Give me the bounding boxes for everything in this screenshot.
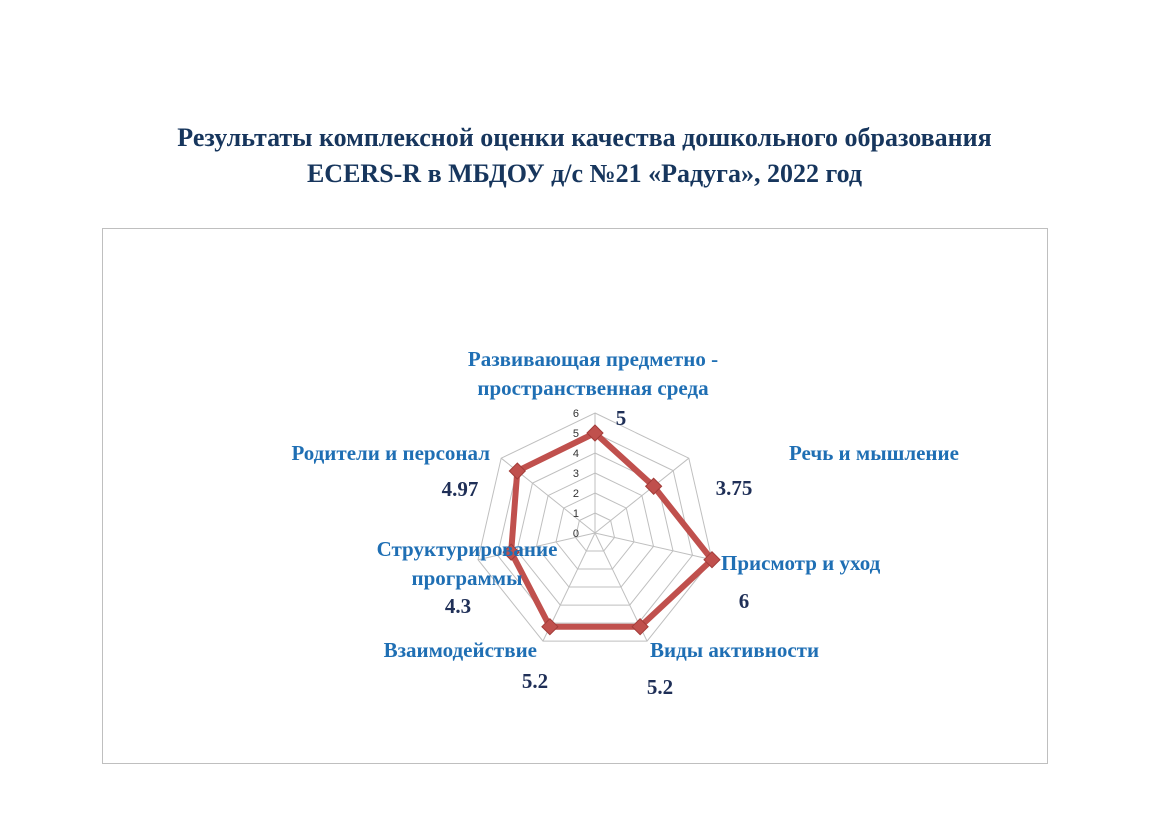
- category-label: Родители и персонал: [291, 441, 490, 465]
- radar-chart: [103, 229, 1049, 765]
- axis-tick-label: 5: [572, 428, 579, 440]
- title-line-2: ECERS-R в МБДОУ д/с №21 «Радуга», 2022 год: [306, 159, 863, 188]
- category-label: Присмотр и уход: [721, 551, 881, 575]
- axis-tick-label: 3: [572, 468, 579, 480]
- axis-tick-label: 0: [572, 528, 579, 540]
- chart-frame: [102, 228, 1048, 764]
- data-value-label: 6: [738, 589, 750, 613]
- data-value-label: 4.97: [441, 477, 479, 501]
- title-line-1: Результаты комплексной оценки качества дошкольного образования: [177, 123, 992, 152]
- category-label: пространственная среда: [477, 376, 709, 400]
- page-title: [0, 120, 1169, 192]
- data-value-label: 4.3: [444, 594, 472, 618]
- category-label: Виды активности: [650, 638, 820, 662]
- data-value-label: 5: [615, 406, 627, 430]
- category-label: Развивающая предметно -: [467, 347, 719, 371]
- axis-tick-label: 2: [572, 488, 579, 500]
- axis-tick-label: 1: [572, 508, 579, 520]
- axis-tick-label: 4: [572, 448, 579, 460]
- category-label: программы: [411, 566, 523, 590]
- category-label: Структурирование: [376, 537, 558, 561]
- data-value-label: 3.75: [715, 476, 753, 500]
- data-value-label: 5.2: [646, 675, 674, 699]
- category-label: Речь и мышление: [789, 441, 959, 465]
- grid-spoke-2: [595, 458, 689, 533]
- data-value-label: 5.2: [521, 669, 549, 693]
- category-label: Взаимодействие: [383, 638, 537, 662]
- axis-tick-label: 6: [572, 408, 579, 420]
